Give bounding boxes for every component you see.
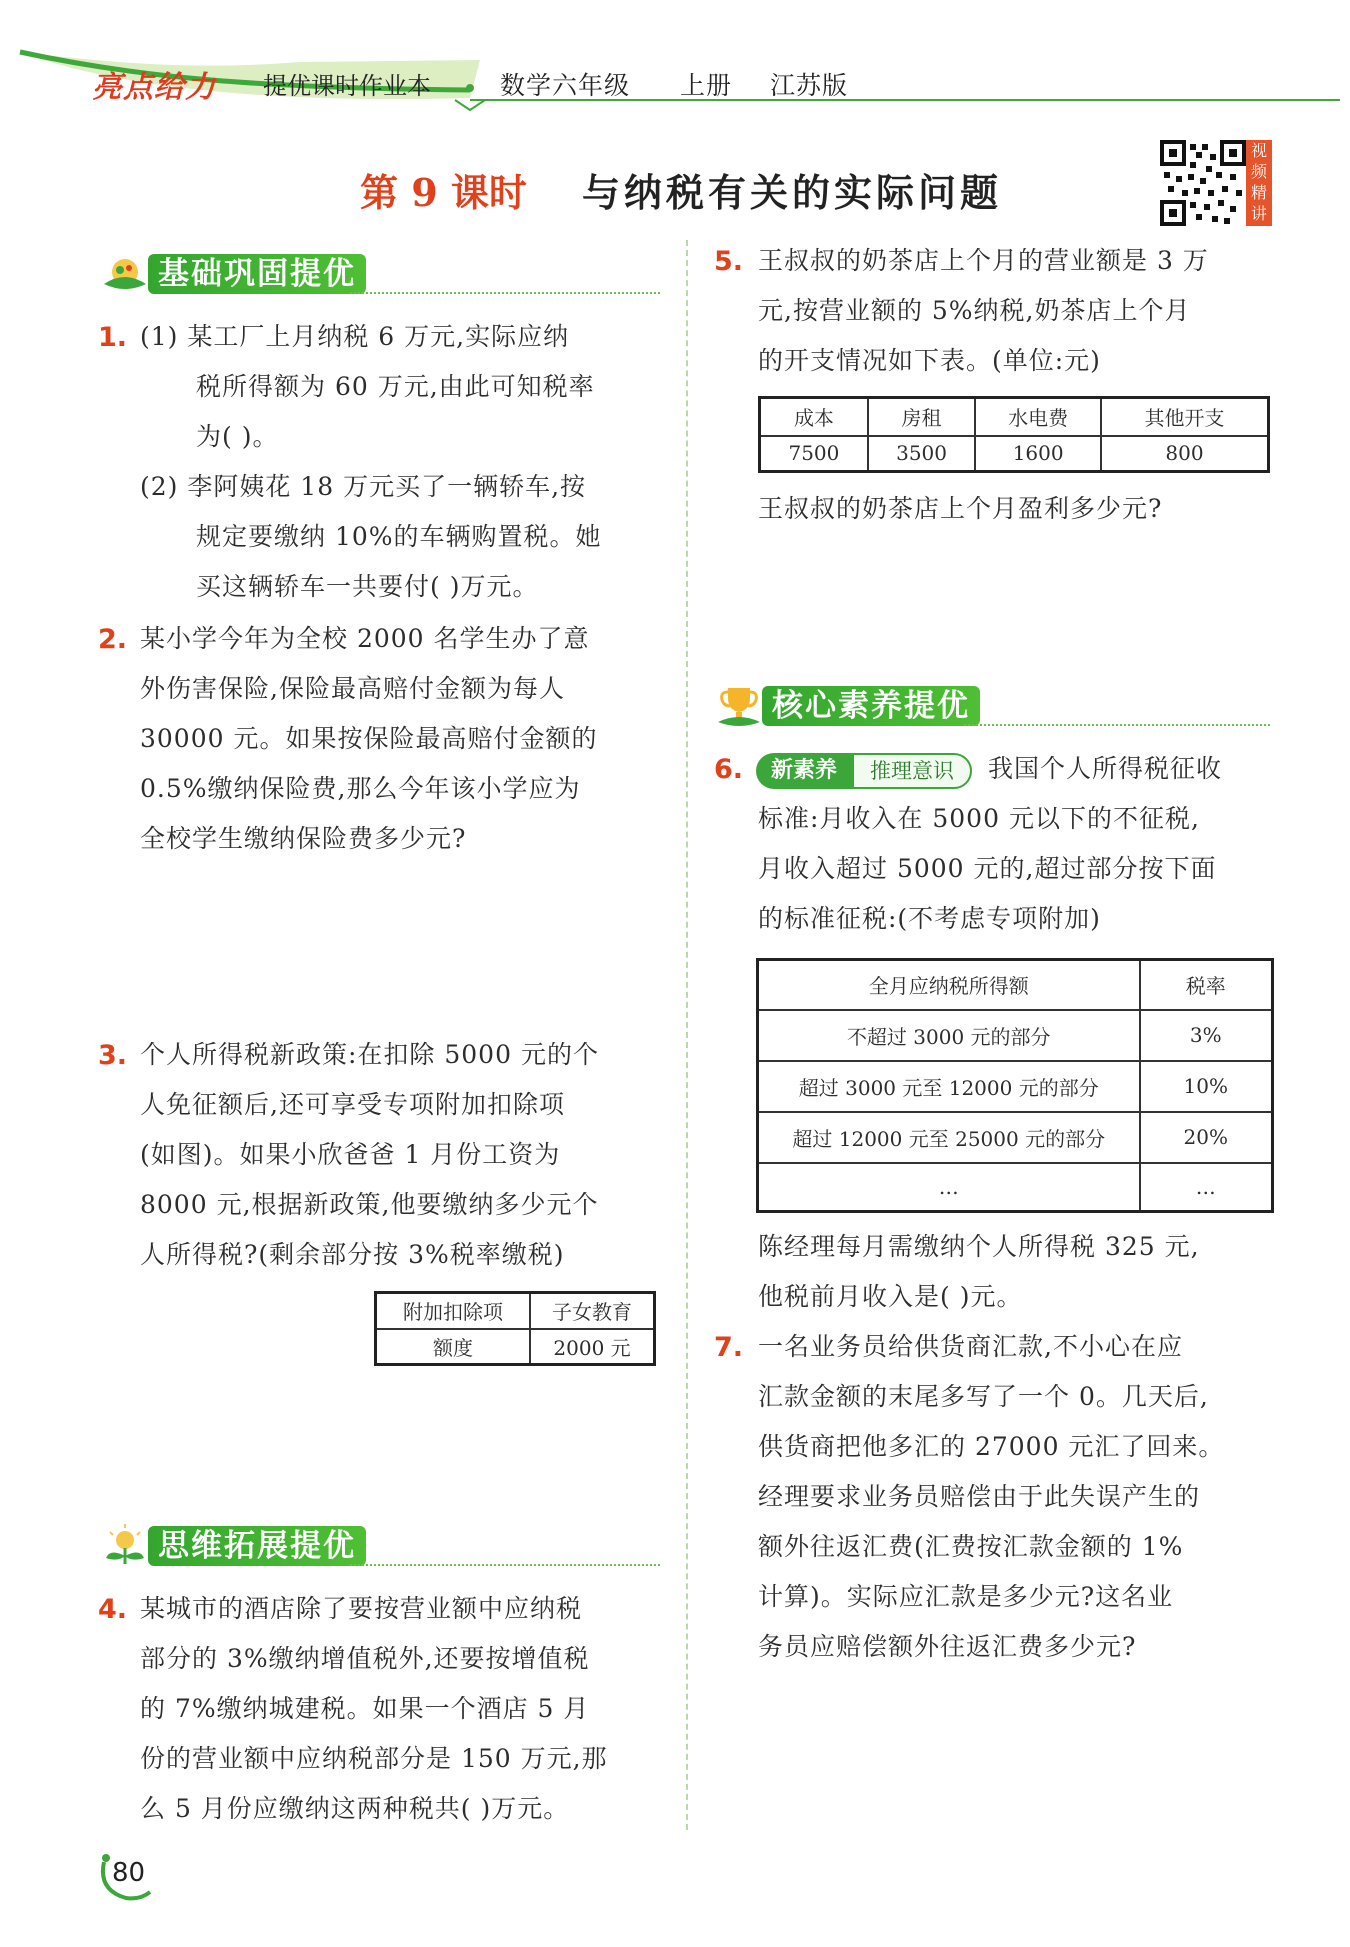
- q7-line: 计算)。实际应汇款是多少元?这名业: [758, 1582, 1174, 1611]
- video-lecture-label: 视频精讲: [1246, 140, 1272, 226]
- table-cell: 超过 3000 元至 12000 元的部分: [758, 1061, 1140, 1112]
- section-title: 基础巩固提优: [148, 254, 366, 294]
- reasoning-tag: 推理意识: [852, 753, 972, 789]
- sprout-icon: [100, 250, 150, 298]
- lesson-number: 第 9 课时: [360, 170, 527, 215]
- question-number: 2.: [98, 624, 128, 655]
- q1-line: (2) 李阿姨花 18 万元买了一辆轿车,按: [140, 472, 587, 501]
- table-header-cell: 房租: [868, 398, 975, 436]
- new-literacy-tag: 新素养: [756, 753, 852, 789]
- table-header-cell: 水电费: [975, 398, 1101, 436]
- q5-line: 的开支情况如下表。(单位:元): [758, 346, 1101, 375]
- q4-line: 份的营业额中应纳税部分是 150 万元,那: [140, 1744, 608, 1773]
- q3-line: (如图)。如果小欣爸爸 1 月份工资为: [140, 1140, 561, 1169]
- q1-line: 买这辆轿车一共要付( )万元。: [196, 572, 539, 601]
- q5-line: 王叔叔的奶茶店上个月盈利多少元?: [758, 494, 1163, 523]
- table-header-cell: 子女教育: [530, 1293, 654, 1329]
- section-thinking: [100, 1522, 660, 1570]
- volume: 上册: [680, 71, 733, 100]
- q4-line: 的 7%缴纳城建税。如果一个酒店 5 月: [140, 1694, 590, 1723]
- table-cell: 3500: [868, 436, 975, 472]
- q2-line: 外伤害保险,保险最高赔付金额为每人: [140, 674, 565, 703]
- q1-line: (1) 某工厂上月纳税 6 万元,实际应纳: [140, 322, 570, 351]
- q3-line: 人免征额后,还可享受专项附加扣除项: [140, 1090, 565, 1119]
- table-cell: 2000 元: [530, 1329, 654, 1365]
- q6-line: 月收入超过 5000 元的,超过部分按下面: [758, 854, 1217, 883]
- q7-line: 供货商把他多汇的 27000 元汇了回来。: [758, 1432, 1225, 1461]
- dotted-rule: [350, 1564, 660, 1566]
- series-name: 提优课时作业本: [263, 72, 431, 100]
- section-basic: [100, 250, 660, 298]
- sun-sprout-icon: [100, 1522, 150, 1570]
- expense-table: [758, 396, 1270, 473]
- question-number: 4.: [98, 1594, 128, 1625]
- table-cell: 超过 12000 元至 25000 元的部分: [758, 1112, 1140, 1163]
- q6-line: 标准:月收入在 5000 元以下的不征税,: [758, 804, 1200, 833]
- section-title: 思维拓展提优: [148, 1526, 366, 1566]
- table-cell: …: [758, 1163, 1140, 1212]
- table-header-cell: 税率: [1140, 960, 1273, 1010]
- dotted-rule: [350, 292, 660, 294]
- table-cell: 不超过 3000 元的部分: [758, 1010, 1140, 1061]
- table-cell: 10%: [1140, 1061, 1273, 1112]
- q4-line: 某城市的酒店除了要按营业额中应纳税: [140, 1594, 583, 1623]
- section-title: 核心素养提优: [762, 686, 980, 726]
- table-cell: 额度: [376, 1329, 531, 1365]
- table-cell: 1600: [975, 436, 1101, 472]
- q2-line: 30000 元。如果按保险最高赔付金额的: [140, 724, 598, 753]
- q4-line: 么 5 月份应缴纳这两种税共( )万元。: [140, 1794, 570, 1823]
- deduction-table: [374, 1291, 656, 1366]
- dotted-rule: [964, 724, 1270, 726]
- q7-line: 汇款金额的末尾多写了一个 0。几天后,: [758, 1382, 1209, 1411]
- q4-line: 部分的 3%缴纳增值税外,还要按增值税: [140, 1644, 590, 1673]
- question-number: 7.: [714, 1332, 744, 1363]
- q1-line: 规定要缴纳 10%的车辆购置税。她: [196, 522, 602, 551]
- q6-line: 他税前月收入是( )元。: [758, 1282, 1023, 1311]
- table-header-cell: 成本: [760, 398, 868, 436]
- q6-line: 我国个人所得税征收: [988, 754, 1223, 783]
- q3-line: 个人所得税新政策:在扣除 5000 元的个: [140, 1040, 599, 1069]
- qr-code-icon[interactable]: [1160, 140, 1246, 226]
- table-cell: …: [1140, 1163, 1273, 1212]
- table-header-cell: 全月应纳税所得额: [758, 960, 1140, 1010]
- q7-line: 额外往返汇费(汇费按汇款金额的 1%: [758, 1532, 1184, 1561]
- q7-line: 经理要求业务员赔偿由于此失误产生的: [758, 1482, 1201, 1511]
- table-header-cell: 其他开支: [1101, 398, 1268, 436]
- q3-line: 8000 元,根据新政策,他要缴纳多少元个: [140, 1190, 599, 1219]
- q1-line: 税所得额为 60 万元,由此可知税率: [196, 372, 595, 401]
- question-number: 5.: [714, 246, 744, 277]
- q2-line: 0.5%缴纳保险费,那么今年该小学应为: [140, 774, 581, 803]
- table-cell: 800: [1101, 436, 1268, 472]
- q5-line: 元,按营业额的 5%纳税,奶茶店上个月: [758, 296, 1191, 325]
- brand-logo-text: 亮点给力: [92, 70, 216, 105]
- section-core: [714, 682, 1274, 730]
- q2-line: 某小学今年为全校 2000 名学生办了意: [140, 624, 590, 653]
- question-number: 6.: [714, 754, 744, 785]
- question-number: 1.: [98, 322, 128, 353]
- q7-line: 一名业务员给供货商汇款,不小心在应: [758, 1332, 1183, 1361]
- q1-line: 为( )。: [196, 422, 279, 451]
- page-number: 80: [112, 1858, 146, 1888]
- trophy-icon: [714, 682, 764, 730]
- q6-line: 的标准征税:(不考虑专项附加): [758, 904, 1101, 933]
- question-number: 3.: [98, 1040, 128, 1071]
- edition: 江苏版: [770, 71, 849, 100]
- q6-line: 陈经理每月需缴纳个人所得税 325 元,: [758, 1232, 1200, 1261]
- q7-line: 务员应赔偿额外往返汇费多少元?: [758, 1632, 1137, 1661]
- tax-rate-table: [756, 958, 1274, 1213]
- table-cell: 20%: [1140, 1112, 1273, 1163]
- q2-line: 全校学生缴纳保险费多少元?: [140, 824, 467, 853]
- table-cell: 7500: [760, 436, 868, 472]
- table-cell: 3%: [1140, 1010, 1273, 1061]
- lesson-title: 与纳税有关的实际问题: [582, 170, 1003, 215]
- q3-line: 人所得税?(剩余部分按 3%税率缴税): [140, 1240, 565, 1269]
- subject-grade: 数学六年级: [500, 71, 631, 100]
- q5-line: 王叔叔的奶茶店上个月的营业额是 3 万: [758, 246, 1209, 275]
- table-header-cell: 附加扣除项: [376, 1293, 531, 1329]
- column-divider: [686, 240, 688, 1830]
